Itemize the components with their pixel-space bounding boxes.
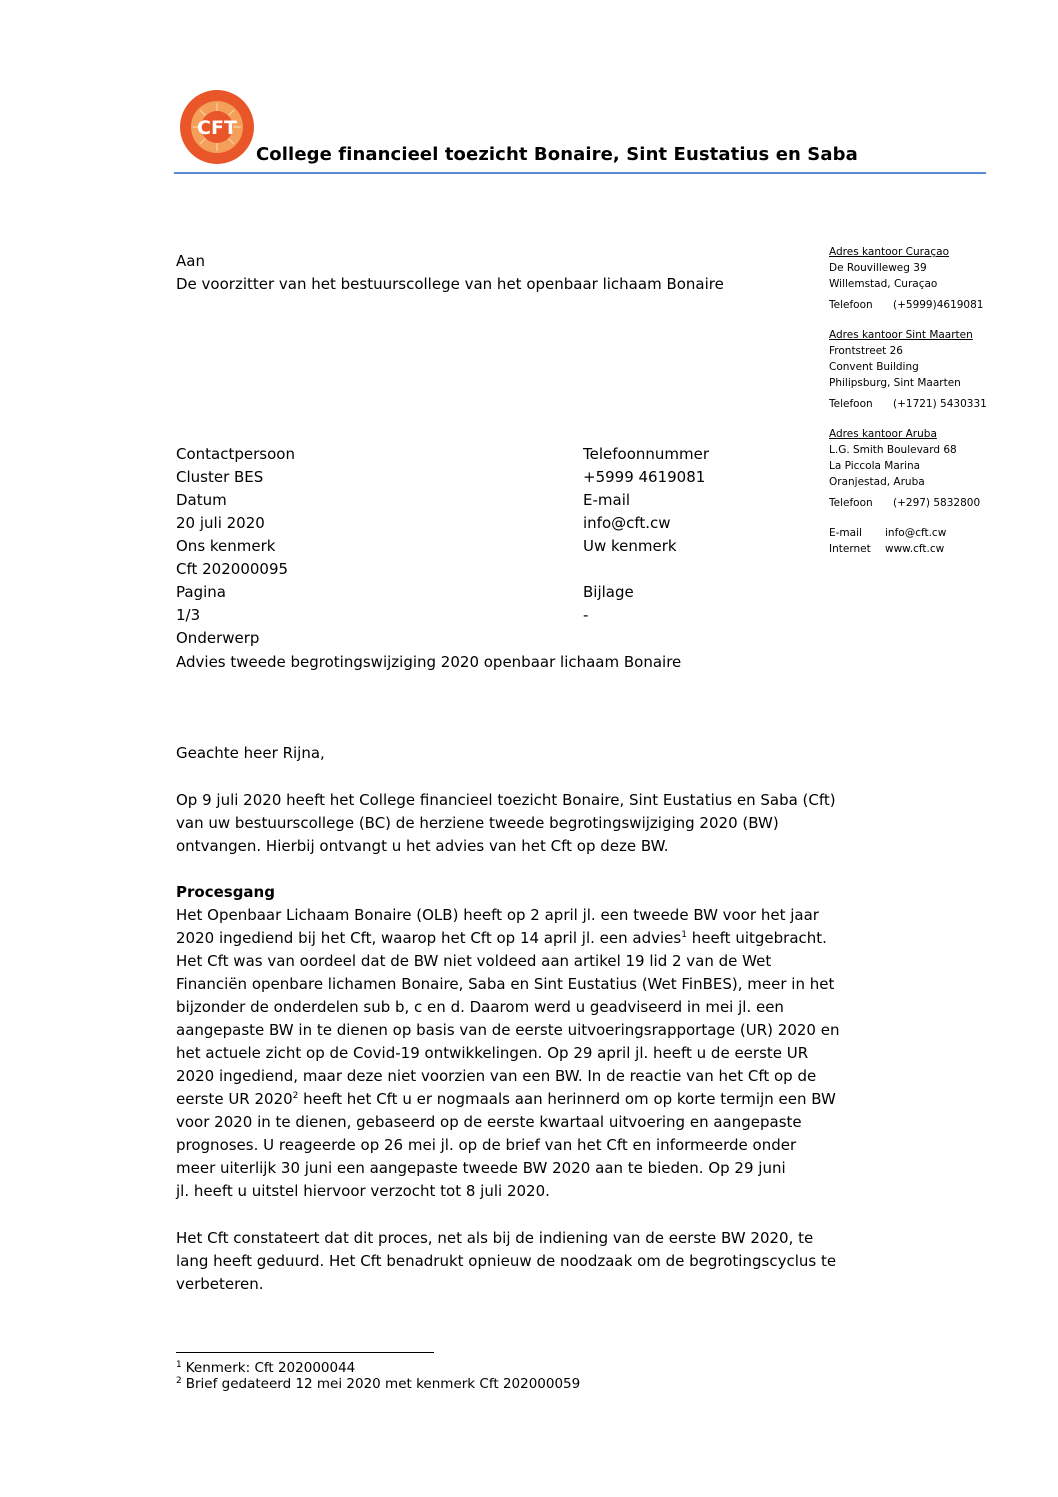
meta-label-date: Datum bbox=[176, 491, 227, 509]
meta-value-page: 1/3 bbox=[176, 606, 201, 624]
office-address-line: Frontstreet 26 bbox=[829, 345, 903, 357]
salutation: Geachte heer Rijna, bbox=[176, 744, 325, 762]
office-address-line: La Piccola Marina bbox=[829, 460, 921, 472]
office-phone bbox=[829, 396, 987, 412]
office-phone bbox=[829, 297, 987, 313]
paragraph-line bbox=[176, 1088, 896, 1111]
footnote-number: 1 bbox=[176, 1359, 182, 1370]
meta-value-contact: Cluster BES bbox=[176, 468, 264, 486]
org-title: College financieel toezicht Bonaire, Sint Eustatius en Saba bbox=[256, 144, 858, 165]
office-heading: Adres kantoor Curaçao bbox=[829, 246, 949, 258]
footnote-1 bbox=[176, 1360, 580, 1376]
paragraph-line: het actuele zicht op de Covid-19 ontwikkelingen. Op 29 april jl. heeft u de eerste UR bbox=[176, 1044, 809, 1062]
office-address-line: Oranjestad, Aruba bbox=[829, 476, 925, 488]
meta-value-phone: +5999 4619081 bbox=[583, 468, 706, 486]
footnote-text: Kenmerk: Cft 202000044 bbox=[185, 1360, 356, 1376]
phone-label: Telefoon bbox=[829, 398, 873, 410]
footnote-ref-2[interactable]: 2 bbox=[292, 1091, 299, 1101]
cft-logo-icon bbox=[178, 88, 256, 166]
paragraph-line: voor 2020 in te dienen, gebaseerd op de eerste kwartaal uitvoering en aangepaste bbox=[176, 1113, 802, 1131]
meta-label-phone: Telefoonnummer bbox=[583, 445, 710, 463]
contact-info bbox=[829, 525, 987, 557]
recipient-label: Aan bbox=[176, 252, 205, 270]
office-heading: Adres kantoor Sint Maarten bbox=[829, 329, 973, 341]
meta-right-column bbox=[583, 443, 709, 627]
meta-value-our-ref: Cft 202000095 bbox=[176, 560, 289, 578]
email-label: E-mail bbox=[829, 527, 862, 539]
phone-number: (+5999)4619081 bbox=[893, 299, 984, 311]
internet-row bbox=[829, 541, 987, 557]
phone-number: (+297) 5832800 bbox=[893, 497, 981, 509]
paragraph-line bbox=[176, 927, 896, 950]
meta-left-column bbox=[176, 443, 295, 650]
meta-value-date: 20 juli 2020 bbox=[176, 514, 265, 532]
meta-label-your-ref: Uw kenmerk bbox=[583, 537, 677, 555]
paragraph-line: Op 9 juli 2020 heeft het College financieel toezicht Bonaire, Sint Eustatius en Saba (Cft) bbox=[176, 791, 836, 809]
paragraph-line: lang heeft geduurd. Het Cft benadrukt opnieuw de noodzaak om de begrotingscyclus te bbox=[176, 1252, 837, 1270]
paragraph-line: ontvangen. Hierbij ontvangt u het advies van het Cft op deze BW. bbox=[176, 837, 669, 855]
paragraph-line: 2020 ingediend, maar deze niet voorzien van een BW. In de reactie van het Cft op de bbox=[176, 1067, 817, 1085]
website-link[interactable]: www.cft.cw bbox=[885, 543, 945, 555]
header-divider bbox=[174, 172, 986, 174]
footnote-2 bbox=[176, 1376, 580, 1392]
meta-value-your-ref bbox=[583, 558, 709, 581]
internet-label: Internet bbox=[829, 543, 871, 555]
meta-label-attachment: Bijlage bbox=[583, 583, 634, 601]
email-row bbox=[829, 525, 987, 541]
footnote-divider bbox=[176, 1352, 434, 1353]
paragraph-line: aangepaste BW in te dienen op basis van de eerste uitvoeringsrapportage (UR) 2020 en bbox=[176, 1021, 840, 1039]
paragraph-procesgang bbox=[176, 904, 896, 1203]
office-address-line: Philipsburg, Sint Maarten bbox=[829, 377, 961, 389]
meta-label-page: Pagina bbox=[176, 583, 226, 601]
phone-label: Telefoon bbox=[829, 299, 873, 311]
meta-value-email[interactable]: info@cft.cw bbox=[583, 514, 671, 532]
paragraph-intro bbox=[176, 789, 896, 858]
meta-label-subject: Onderwerp bbox=[176, 629, 260, 647]
office-address-line: L.G. Smith Boulevard 68 bbox=[829, 444, 957, 456]
footnotes bbox=[176, 1360, 580, 1392]
email-link[interactable]: info@cft.cw bbox=[885, 527, 947, 539]
meta-label-contact: Contactpersoon bbox=[176, 445, 295, 463]
office-phone bbox=[829, 495, 987, 511]
paragraph-line: Het Cft constateert dat dit proces, net als bij de indiening van de eerste BW 2020, te bbox=[176, 1229, 814, 1247]
text-run: 2020 ingediend bij het Cft, waarop het Cft op 14 april jl. een advies bbox=[176, 929, 682, 947]
office-heading: Adres kantoor Aruba bbox=[829, 428, 937, 440]
paragraph-line: prognoses. U reageerde op 26 mei jl. op de brief van het Cft en informeerde onder bbox=[176, 1136, 797, 1154]
meta-label-our-ref: Ons kenmerk bbox=[176, 537, 276, 555]
office-sint-maarten bbox=[829, 327, 987, 412]
paragraph-line: jl. heeft u uitstel hiervoor verzocht tot 8 juli 2020. bbox=[176, 1182, 550, 1200]
cft-logo bbox=[178, 88, 256, 166]
text-run: eerste UR 2020 bbox=[176, 1090, 293, 1108]
office-curacao bbox=[829, 244, 987, 313]
phone-number: (+1721) 5430331 bbox=[893, 398, 987, 410]
section-heading: Procesgang bbox=[176, 883, 275, 901]
recipient-name: De voorzitter van het bestuurscollege van het openbaar lichaam Bonaire bbox=[176, 275, 724, 293]
footnote-text: Brief gedateerd 12 mei 2020 met kenmerk Cft 202000059 bbox=[185, 1376, 581, 1392]
meta-label-email: E-mail bbox=[583, 491, 631, 509]
logo-text: CFT bbox=[197, 117, 237, 139]
paragraph-line: Financiën openbare lichamen Bonaire, Saba en Sint Eustatius (Wet FinBES), meer in het bbox=[176, 975, 835, 993]
paragraph-line: van uw bestuurscollege (BC) de herziene tweede begrotingswijziging 2020 (BW) bbox=[176, 814, 779, 832]
recipient-block bbox=[176, 250, 724, 296]
footnote-number: 2 bbox=[176, 1375, 182, 1386]
office-address-line: De Rouvilleweg 39 bbox=[829, 262, 927, 274]
paragraph-line: Het Cft was van oordeel dat de BW niet voldeed aan artikel 19 lid 2 van de Wet bbox=[176, 952, 772, 970]
sidebar-addresses bbox=[829, 244, 987, 557]
office-address-line: Convent Building bbox=[829, 361, 919, 373]
office-aruba bbox=[829, 426, 987, 511]
meta-value-attachment: - bbox=[583, 606, 589, 624]
paragraph-line: Het Openbaar Lichaam Bonaire (OLB) heeft op 2 april jl. een tweede BW voor het jaar bbox=[176, 906, 819, 924]
subject-line: Advies tweede begrotingswijziging 2020 openbaar lichaam Bonaire bbox=[176, 653, 682, 671]
paragraph-line: bijzonder de onderdelen sub b, c en d. Daarom werd u geadviseerd in mei jl. een bbox=[176, 998, 784, 1016]
phone-label: Telefoon bbox=[829, 497, 873, 509]
text-run: heeft uitgebracht. bbox=[686, 929, 827, 947]
text-run: heeft het Cft u er nogmaals aan herinnerd om op korte termijn een BW bbox=[298, 1090, 836, 1108]
footnote-ref-1[interactable]: 1 bbox=[681, 930, 687, 940]
paragraph-line: meer uiterlijk 30 juni een aangepaste tweede BW 2020 aan te bieden. Op 29 juni bbox=[176, 1159, 786, 1177]
office-address-line: Willemstad, Curaçao bbox=[829, 278, 938, 290]
paragraph-line: verbeteren. bbox=[176, 1275, 264, 1293]
paragraph-conclusion bbox=[176, 1227, 896, 1296]
